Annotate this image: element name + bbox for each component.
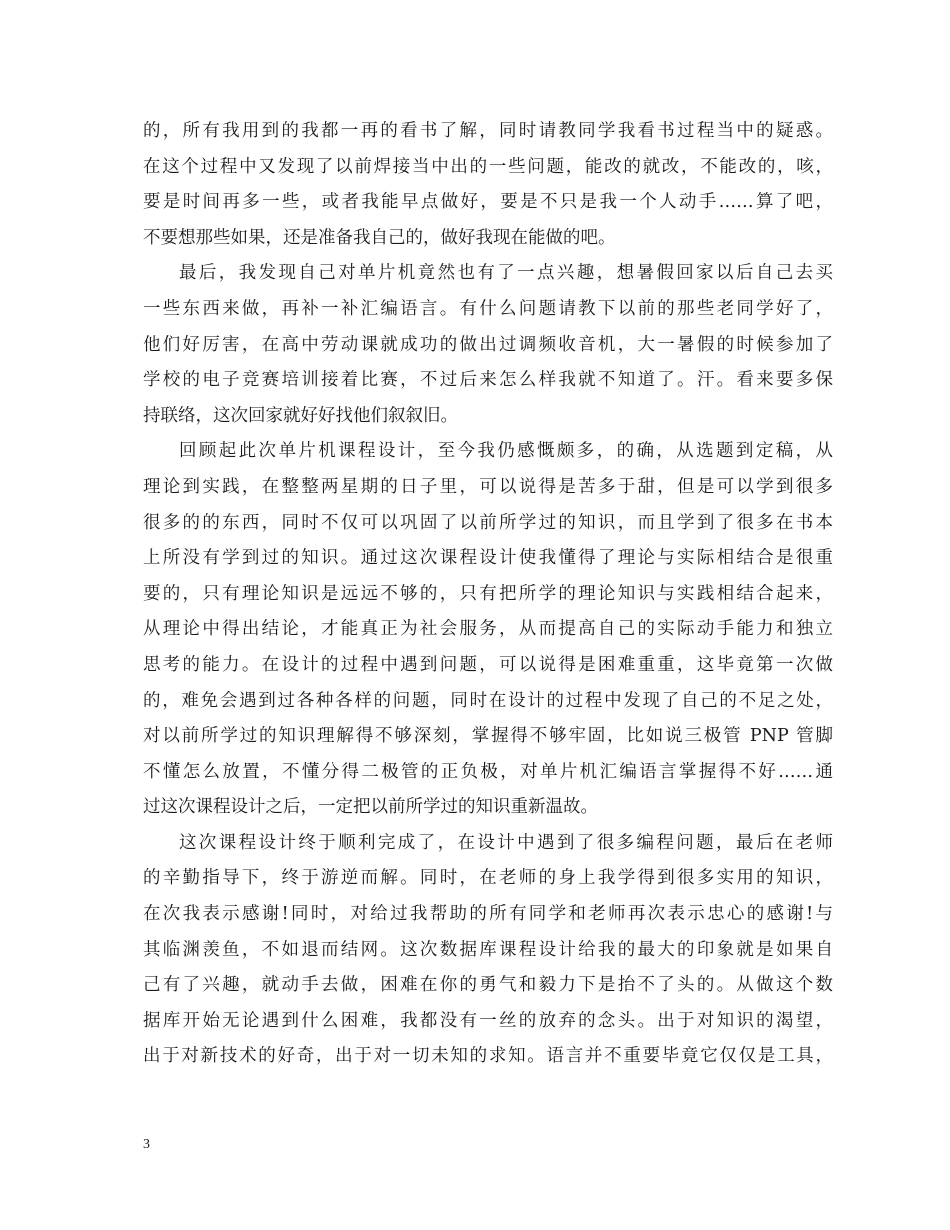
text-line: 上所没有学到过的知识。通过这次课程设计使我懂得了理论与实际相结合是很重 (143, 548, 833, 569)
text-line: 的，所有我用到的我都一再的看书了解，同时请教同学我看书过程当中的疑惑。 (143, 121, 833, 141)
text-line: 一些东西来做，再补一补汇编语言。有什么问题请教下以前的那些老同学好了， (143, 298, 833, 319)
text-line: 持联络，这次回家就好好找他们叙叙旧。 (143, 405, 458, 426)
text-line: 对以前所学过的知识理解得不够深刻，掌握得不够牢固，比如说三极管 PNP 管脚 (143, 726, 833, 747)
text-line: 思考的能力。在设计的过程中遇到问题，可以说得是困难重重，这毕竟第一次做 (143, 654, 833, 675)
text-line: 从理论中得出结论，才能真正为社会服务，从而提高自己的实际动手能力和独立 (143, 619, 833, 640)
text-line: 出于对新技术的好奇，出于对一切未知的求知。语言并不重要毕竟它仅仅是工具， (143, 1046, 833, 1067)
text-line: 要的，只有理论知识是远远不够的，只有把所学的理论知识与实践相结合起来， (143, 583, 833, 604)
body-text (143, 114, 833, 1075)
text-line: 最后，我发现自己对单片机竟然也有了一点兴趣，想暑假回家以后自己去买 (179, 263, 833, 284)
text-line: 其临渊羡鱼，不如退而结网。这次数据库课程设计给我的最大的印象就是如果自 (143, 939, 833, 960)
text-line: 不懂怎么放置，不懂分得二极管的正负极，对单片机汇编语言掌握得不好……通 (143, 761, 833, 782)
text-line: 理论到实践，在整整两星期的日子里，可以说得是苦多于甜，但是可以学到很多 (143, 476, 833, 497)
page-number: 3 (143, 1137, 150, 1152)
text-line: 回顾起此次单片机课程设计，至今我仍感慨颇多，的确，从选题到定稿，从 (179, 441, 833, 462)
text-line: 很多的的东西，同时不仅可以巩固了以前所学过的知识，而且学到了很多在书本 (143, 512, 833, 533)
text-line: 据库开始无论遇到什么困难，我都没有一丝的放弃的念头。出于对知识的渴望， (143, 1010, 833, 1031)
text-line: 过这次课程设计之后，一定把以前所学过的知识重新温故。 (143, 797, 598, 818)
text-line: 他们好厉害，在高中劳动课就成功的做出过调频收音机，大一暑假的时候参加了 (143, 334, 833, 355)
text-line: 的辛勤指导下，终于游逆而解。同时，在老师的身上我学得到很多实用的知识， (143, 868, 833, 889)
text-line: 要是时间再多一些，或者我能早点做好，要是不只是我一个人动手……算了吧， (143, 192, 833, 213)
text-line: 的，难免会遇到过各种各样的问题，同时在设计的过程中发现了自己的不足之处， (143, 690, 833, 711)
text-line: 己有了兴趣，就动手去做，困难在你的勇气和毅力下是抬不了头的。从做这个数 (143, 975, 833, 996)
text-line: 不要想那些如果，还是准备我自己的，做好我现在能做的吧。 (143, 227, 616, 248)
text-line: 学校的电子竞赛培训接着比赛，不过后来怎么样我就不知道了。汗。看来要多保 (143, 370, 833, 391)
text-line: 在次我表示感谢!同时，对给过我帮助的所有同学和老师再次表示忠心的感谢!与 (143, 904, 833, 925)
text-line: 这次课程设计终于顺利完成了，在设计中遇到了很多编程问题，最后在老师 (179, 832, 833, 853)
text-line: 在这个过程中又发现了以前焊接当中出的一些问题，能改的就改，不能改的，咳， (143, 156, 833, 177)
